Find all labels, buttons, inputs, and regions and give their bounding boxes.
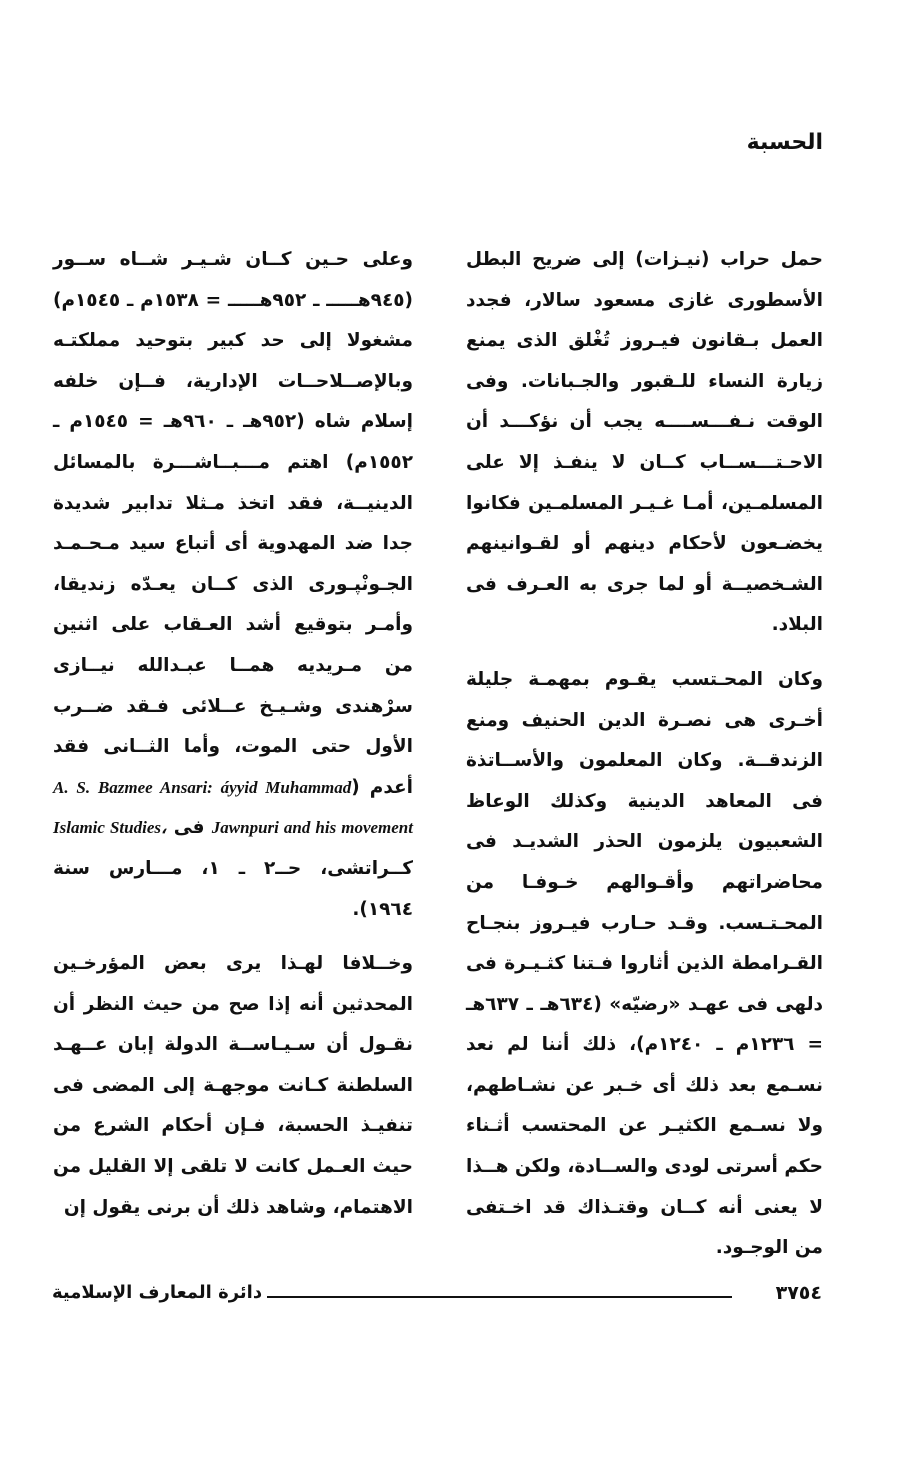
reference-latin: Islamic Studies، (53, 818, 167, 838)
paragraph-text: وعلى حـين كــان شـيـر شــاه ســور (٩٤٥هـــــ ـ ٩٥٢هـــــ = ١٥٣٨م ـ ١٥٤٥م) مشغولا إلى حد كبير بتوحيد مملكتـه وبالإصــلاحــات الإدارية، فــإن خلفه إسلام شاه (٩٥٢هـ ـ ٩٦٠هـ = ١٥٤٥م ـ ١٥٥٢م) اهتم مـــبــاشـــرة بالمسائل الدينيــة، فقد اتخذ مـثلا تدابير شديدة جدا ضد المهدوية أى أتباع سيد مـحـمـد الجـونْپـورى الذى كــان يعـدّه زنديقا، وأمـر بتوقيع أشد العـقاب على اثنين من مـريديه همــا عبـدالله نيــازى سرْهندى وشـيـخ عــلائى فـقد ضــرب الأول حتى الموت، وأما الثــانى فقد أعدم ( (53, 249, 414, 798)
reference-text: كــراتشى، حــ٢ ـ ١، مـــارس سنة ١٩٦٤). (53, 857, 413, 920)
reference-latin: A. S. Bazmee Ansari: áyyid Muhammad Jawnpuri and his movement (53, 777, 413, 838)
reference-text: فى (173, 817, 205, 839)
text-column-right (466, 240, 823, 1269)
publication-title: دائرة المعارف الإسلامية (52, 1282, 263, 1303)
page-footer (52, 1282, 822, 1312)
paragraph: حمل حراب (نيـزات) إلى ضريح البطل الأسطورى غازى مسعود سالار، فجدد العمل بـقانون فيـروز تُغْلق الذى يمنع زيارة النساء للـقبور والجـبانات. وفى الوقت نـفـــســــه يجب أن نؤكـــد أن الاحـتـــســاب كــان لا ينفـذ إلا على المسلمـين، أمـا غـيـر المسلمـين فكانوا يخضـعون لأحكام دينهم أو لقـوانينهم الشـخصيــة أو لما جرى به العـرف فى البلاد. (466, 249, 823, 636)
paragraph: وكان المحـتسب يقـوم بمهمـة جليلة أخـرى هى نصـرة الدين الحنيف ومنع الزندقــة. وكان المعلمون والأســاتذة فى المعاهد الدينية وكذلك الوعاظ الشعبيون يلزمون الحذر الشديـد فى محاضراتهم وأقـوالهم خـوفـا من المحـتـسب. وقـد حـارب فيـروز بنجـاح القـرامطة الذين أثاروا فـتنا كثـيـرة فى دلهى فى عهـد «رضيّه» (٦٣٤هـ ـ ٦٣٧هـ = ١٢٣٦م ـ ١٢٤٠م)، ذلك أننا لم نعد نسـمع بعد ذلك أى خـبر عن نشـاطهم، ولا نسـمع الكثيـر عن المحتسب أثـناء حكم أسرتى لودى والســادة، ولكن هــذا لا يعنى أنه كــان وقتـذاك قد اخـتفى من الوجـود. (466, 668, 824, 1259)
paragraph (53, 240, 413, 930)
text-column-left (53, 240, 413, 1228)
page-number: ٣٧٥٤ (775, 1282, 822, 1304)
paragraph: وخــلافا لهـذا يرى بعض المؤرخـين المحدثين أنه إذا صح من حيث النظر أن نقـول أن سـيـاســة الدولة إبان عــهـد السلطنة كـانت موجهـة إلى المضى فى تنفيـذ الحسبة، فـإن أحكام الشرع من حيث العـمل كانت لا تلقى إلا القليل من الاهتمام، وشاهد ذلك أن برنى يقول إن (53, 953, 413, 1218)
running-title: الحسبة (746, 130, 823, 155)
footer-divider (267, 1296, 732, 1298)
